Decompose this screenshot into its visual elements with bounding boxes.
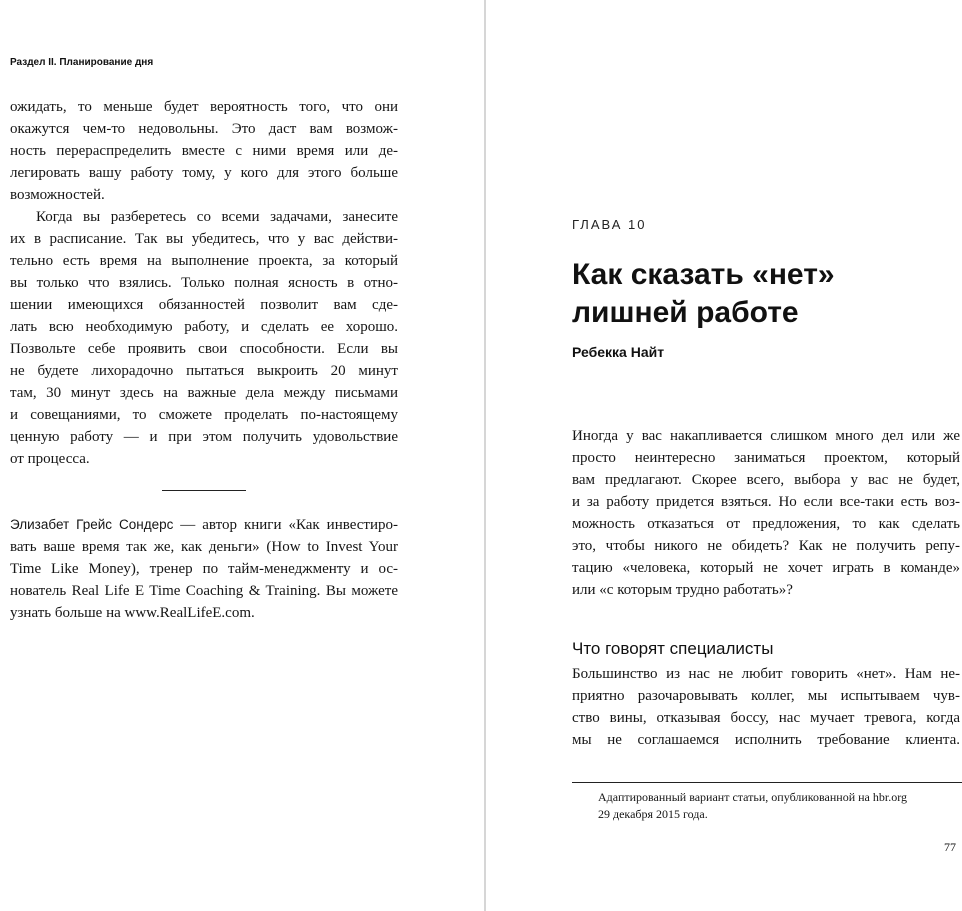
chapter-author: Ребекка Найт — [572, 344, 665, 360]
bio-author-name: Элизабет Грейс Сондерс — [10, 517, 174, 532]
text-line: легировать вашу работу тому, у кого для этого больше — [10, 165, 398, 181]
right-page — [486, 0, 962, 911]
text-line: просто неинтересно заниматься проектом, который — [572, 450, 960, 466]
text-line: узнать больше на www.RealLifeE.com. — [10, 605, 255, 621]
page-number: 77 — [944, 840, 956, 854]
text-line: вы только что взялись. Только полная ясность в отно- — [10, 275, 398, 291]
bio-text: — автор книги «Как инвестиро- — [173, 517, 398, 533]
footnote-line: 29 декабря 2015 года. — [598, 807, 708, 821]
text-line: вам предлагают. Скорее всего, выбора у вас не будет, — [572, 472, 960, 488]
text-line: ожидать, то меньше будет вероятность того, что они — [10, 99, 398, 115]
text-line: тельно есть время на выполнение проекта, за который — [10, 253, 398, 269]
text-line: Большинство из нас не любит говорить «нет». Нам не- — [572, 666, 960, 682]
text-line: мы не соглашаемся исполнить требование клиента. — [572, 732, 960, 748]
text-line: Иногда у вас накапливается слишком много дел или же — [572, 428, 960, 444]
text-line: нователь Real Life E Time Coaching & Training. Вы можете — [10, 583, 398, 599]
section-heading: Что говорят специалисты — [572, 639, 774, 658]
text-line: от процесса. — [10, 451, 90, 467]
text-line: там, 30 минут здесь на важные дела между письмами — [10, 385, 398, 401]
text-line: Когда вы разберетесь со всеми задачами, занесите — [36, 209, 398, 225]
text-line: возможностей. — [10, 187, 105, 203]
text-line: их в расписание. Так вы убедитесь, что у вас действи- — [10, 231, 398, 247]
text-line: окажутся чем-то недовольны. Это даст вам возмож- — [10, 121, 398, 137]
text-line: приятно разочаровывать коллег, мы испытываем чув- — [572, 688, 960, 704]
footnote-line: Адаптированный вариант статьи, опубликованной на hbr.org — [598, 790, 907, 804]
text-line: ство вины, отказывая боссу, нас мучает тревога, когда — [572, 710, 960, 726]
footnote — [598, 789, 962, 823]
author-bio — [10, 514, 398, 624]
chapter-label: ГЛАВА 10 — [572, 217, 647, 232]
body-paragraph — [572, 663, 960, 751]
text-line: шении имеющихся обязанностей позволит вам сде- — [10, 297, 398, 313]
text-line: тацию «человека, который не хочет играть в команде» — [572, 560, 960, 576]
chapter-title — [572, 256, 835, 332]
intro-paragraph — [572, 425, 960, 601]
chapter-title-line: Как сказать «нет» — [572, 258, 835, 291]
text-line: вать ваше время так же, как деньги» (How to Invest Your — [10, 539, 398, 555]
text-line: и совещаниями, то сможете проделать по-настоящему — [10, 407, 398, 423]
text-line: Time Like Money), тренер по тайм-менеджменту и ос- — [10, 561, 398, 577]
chapter-title-line: лишней работе — [572, 296, 799, 329]
text-line: и за работу придется взяться. Но если все-таки есть воз- — [572, 494, 960, 510]
text-line: ность перераспределить вместе с ними время или де- — [10, 143, 398, 159]
body-paragraph — [10, 96, 398, 206]
text-line: или «с которым трудно работать»? — [572, 582, 793, 598]
text-line: ценную работу — и при этом получить удовольствие — [10, 429, 398, 445]
text-line: лать всю необходимую работу, и сделать ее хорошо. — [10, 319, 398, 335]
footnote-rule — [572, 782, 962, 783]
running-head: Раздел II. Планирование дня — [10, 57, 154, 68]
text-line: это, чтобы никого не обидеть? Как не получить репу- — [572, 538, 960, 554]
text-line: не будете лихорадочно пытаться выкроить 20 минут — [10, 363, 398, 379]
body-paragraph — [10, 206, 398, 470]
text-line — [10, 514, 398, 536]
text-line: можность отказаться от предложения, то как сделать — [572, 516, 960, 532]
text-line: Позвольте себе проявить свои способности. Если вы — [10, 341, 398, 357]
section-divider — [162, 490, 246, 491]
